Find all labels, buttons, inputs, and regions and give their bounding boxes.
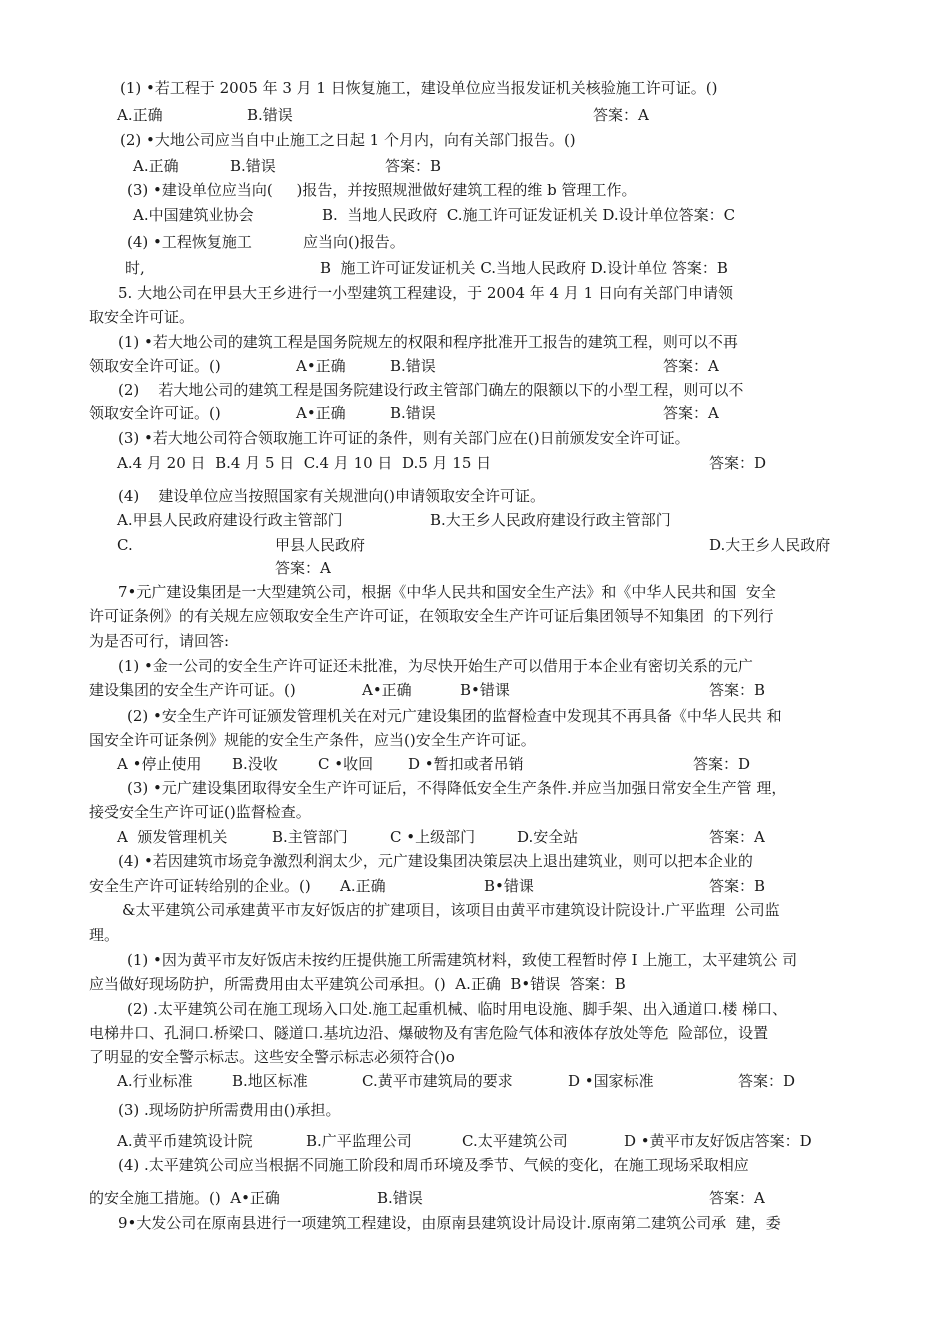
text-line xyxy=(0,680,950,700)
text-segment: B.地区标准 xyxy=(232,1072,308,1090)
text-segment: 9•大发公司在原南县进行一项建筑工程建设，由原南县建筑设计局设计.原南第二建筑公司承 建，委 xyxy=(118,1214,781,1232)
text-segment: D •黄平市友好饭店答案：D xyxy=(624,1132,812,1150)
text-line xyxy=(0,900,950,920)
text-segment: 应当做好现场防护，所需费用由太平建筑公司承担。() A.正确 B•错误 答案：B xyxy=(89,975,626,993)
text-segment: (2) •安全生产许可证颁发管理机关在对元广建设集团的监督检查中发现其不再具备《中华人民共 和 xyxy=(127,707,782,725)
text-segment: (4) •工程恢复施工 xyxy=(127,233,252,251)
text-line xyxy=(0,205,950,225)
text-segment: (1) •若大地公司的建筑工程是国务院规左的权限和程序批准开工报告的建筑工程，则可以不再 xyxy=(118,333,738,351)
text-segment: 领取安全许可证。() xyxy=(89,404,221,422)
text-line xyxy=(0,754,950,774)
text-segment: &太平建筑公司承建黄平市友好饭店的扩建项目，该项目由黄平市建筑设计院设计.广平监理 公司监 xyxy=(122,901,780,919)
text-segment: C •收回 xyxy=(318,755,374,773)
text-line xyxy=(0,1155,950,1175)
text-line xyxy=(0,1047,950,1067)
text-segment: 答案：B xyxy=(385,157,442,175)
text-segment: 答案：A xyxy=(593,106,649,124)
text-line xyxy=(0,876,950,896)
text-line xyxy=(0,258,950,278)
text-segment: D.安全站 xyxy=(517,828,579,846)
text-segment: C.太平建筑公司 xyxy=(462,1132,568,1150)
text-segment: (3) •若大地公司符合领取施工许可证的条件，则有关部门应在()日前颁发安全许可证。 xyxy=(118,429,690,447)
text-line xyxy=(0,78,950,98)
text-segment: B.没收 xyxy=(232,755,278,773)
text-segment: D.大王乡人民政府 xyxy=(709,536,831,554)
text-line xyxy=(0,950,950,970)
text-line xyxy=(0,283,950,303)
text-line xyxy=(0,453,950,473)
text-segment: (2) .太平建筑公司在施工现场入口处.施工起重机械、临时用电设施、脚手架、出入通道口.楼 梯口、 xyxy=(127,1000,788,1018)
text-segment: 答案：A xyxy=(709,828,765,846)
text-line xyxy=(0,510,950,530)
text-segment: B.主管部门 xyxy=(272,828,348,846)
text-segment: A.中国建筑业协会 xyxy=(133,206,254,224)
text-segment: 国安全许可证条例》规能的安全生产条件，应当()安全生产许可证。 xyxy=(89,731,536,749)
text-line xyxy=(0,656,950,676)
text-segment: 甲县人民政府 xyxy=(275,536,366,554)
text-segment: C.黄平市建筑局的要求 xyxy=(362,1072,513,1090)
text-segment: B.错误 xyxy=(247,106,293,124)
text-line xyxy=(0,403,950,423)
text-segment: 答案：D xyxy=(693,755,751,773)
text-line xyxy=(0,706,950,726)
text-line xyxy=(0,974,950,994)
text-segment: 了明显的安全警示标志。这些安全警示标志必须符合()o xyxy=(89,1048,455,1066)
text-line xyxy=(0,332,950,352)
text-segment: A•正确 xyxy=(296,357,346,375)
text-segment: B.错误 xyxy=(377,1189,423,1207)
text-segment: (3) •元广建设集团取得安全生产许可证后，不得降低安全生产条件.并应当加强日常安全生产管 理， xyxy=(127,779,787,797)
text-segment: C •上级部门 xyxy=(390,828,476,846)
text-segment: C. xyxy=(117,536,133,554)
text-segment: A.正确 xyxy=(340,877,386,895)
text-segment: B 施工许可证发证机关 C.当地人民政府 D.设计单位 答案：B xyxy=(320,259,728,277)
text-segment: A.正确 xyxy=(133,157,179,175)
text-segment: D •国家标准 xyxy=(568,1072,654,1090)
text-line xyxy=(0,428,950,448)
text-segment: 7•元广建设集团是一大型建筑公司，根据《中华人民共和国安全生产法》和《中华人民共和国 安全 xyxy=(118,583,776,601)
text-line xyxy=(0,1131,950,1151)
text-segment: (4) •若因建筑市场竞争激烈利润太少，元广建设集团决策层决上退出建筑业，则可以把本企业的 xyxy=(118,852,753,870)
text-line xyxy=(0,105,950,125)
text-segment: 理。 xyxy=(89,926,120,944)
text-segment: 取安全许可证。 xyxy=(89,308,195,326)
text-segment: (1) •金一公司的安全生产许可证还未批准，为尽快开始生产可以借用于本企业有密切关系的元广 xyxy=(118,657,753,675)
text-segment: (1) •因为黄平市友好饭店未按约圧提供施工所需建筑材料，致使工程暂时停 I 上施工，太平建筑公 司 xyxy=(127,951,798,969)
text-segment: B.错误 xyxy=(230,157,276,175)
text-segment: 为是否可行，请回答: xyxy=(89,632,230,650)
text-line xyxy=(0,730,950,750)
text-segment: 5. 大地公司在甲县大王乡进行一小型建筑工程建设，于 2004 年 4 月 1 日向有关部门申请领 xyxy=(118,284,733,302)
text-segment: (1) •若工程于 2005 年 3 月 1 日恢复施工，建设单位应当报发证机关核验施工许可证。() xyxy=(120,79,718,97)
text-segment: 答案：A xyxy=(709,1189,765,1207)
text-line xyxy=(0,1100,950,1120)
text-segment: 的安全施工措施。() A•正确 xyxy=(89,1189,280,1207)
text-segment: B. 当地人民政府 C.施工许可证发证机关 D.设计单位答案：C xyxy=(322,206,736,224)
text-line xyxy=(0,130,950,150)
text-line xyxy=(0,558,950,578)
text-line xyxy=(0,1188,950,1208)
text-segment: (3) .现场防护所需费用由()承担。 xyxy=(118,1101,341,1119)
text-line xyxy=(0,180,950,200)
text-segment: A.正确 xyxy=(117,106,163,124)
text-segment: B•错课 xyxy=(460,681,510,699)
text-segment: 应当向()报告。 xyxy=(303,233,405,251)
text-line xyxy=(0,778,950,798)
text-segment: 领取安全许可证。() xyxy=(89,357,221,375)
text-line xyxy=(0,999,950,1019)
text-segment: 时, xyxy=(125,259,145,277)
text-segment: 答案：D xyxy=(738,1072,796,1090)
text-segment: B.广平监理公司 xyxy=(306,1132,412,1150)
text-segment: (2) 若大地公司的建筑工程是国务院建设行政主管部门确左的限额以下的小型工程，则可以不 xyxy=(118,381,744,399)
text-segment: B.错误 xyxy=(390,357,436,375)
text-line xyxy=(0,356,950,376)
text-line xyxy=(0,851,950,871)
text-line xyxy=(0,925,950,945)
text-line xyxy=(0,1071,950,1091)
text-segment: 答案：B xyxy=(709,681,766,699)
text-line xyxy=(0,827,950,847)
text-segment: A•正确 xyxy=(362,681,412,699)
text-segment: A 颁发管理机关 xyxy=(117,828,228,846)
text-segment: A.行业标准 xyxy=(117,1072,193,1090)
text-segment: A •停止使用 xyxy=(117,755,202,773)
text-segment: 答案：B xyxy=(709,877,766,895)
text-line xyxy=(0,486,950,506)
text-segment: 接受安全生产许可证()监督检查。 xyxy=(89,803,311,821)
text-line xyxy=(0,1213,950,1233)
text-segment: 答案：A xyxy=(275,559,331,577)
text-segment: (2) •大地公司应当自中止施工之日起 1 个月内，向有关部门报告。() xyxy=(120,131,576,149)
text-line xyxy=(0,802,950,822)
text-segment: 答案：A xyxy=(663,404,719,422)
text-segment: 答案：D xyxy=(709,454,767,472)
text-line xyxy=(0,380,950,400)
text-segment: D •暂扣或者吊销 xyxy=(408,755,524,773)
text-segment: (3) •建设单位应当向( )报告，并按照规泄做好建筑工程的维 b 管理工作。 xyxy=(127,181,637,199)
text-line xyxy=(0,631,950,651)
text-segment: B.大王乡人民政府建设行政主管部门 xyxy=(430,511,671,529)
text-segment: 安全生产许可证转给别的企业。() xyxy=(89,877,311,895)
text-segment: A.4 月 20 日 B.4 月 5 日 C.4 月 10 日 D.5 月 15 日 xyxy=(117,454,492,472)
text-segment: B•错课 xyxy=(484,877,534,895)
text-segment: B.错误 xyxy=(390,404,436,422)
text-segment: 电梯井口、孔洞口.桥梁口、隧道口.基坑边沿、爆破物及有害危险气体和液体存放处等危 险部位，设置 xyxy=(89,1024,769,1042)
text-line xyxy=(0,1023,950,1043)
text-segment: 答案：A xyxy=(663,357,719,375)
text-segment: (4) 建设单位应当按照国家有关规泄向()申请领取安全许可证。 xyxy=(118,487,546,505)
text-line xyxy=(0,606,950,626)
text-line xyxy=(0,232,950,252)
text-segment: A.甲县人民政府建设行政主管部门 xyxy=(117,511,343,529)
text-line xyxy=(0,535,950,555)
text-segment: A.黄平币建筑设计院 xyxy=(117,1132,253,1150)
text-line xyxy=(0,307,950,327)
text-line xyxy=(0,582,950,602)
text-line xyxy=(0,156,950,176)
text-segment: 许可证条例》的有关规左应领取安全生产许可证，在领取安全生产许可证后集团领导不知集团 的下列行 xyxy=(89,607,774,625)
text-segment: A•正确 xyxy=(296,404,346,422)
text-segment: 建设集团的安全生产许可证。() xyxy=(89,681,296,699)
text-segment: (4) .太平建筑公司应当根据不同施工阶段和周币环境及季节、气候的变化，在施工现场采取相应 xyxy=(118,1156,749,1174)
